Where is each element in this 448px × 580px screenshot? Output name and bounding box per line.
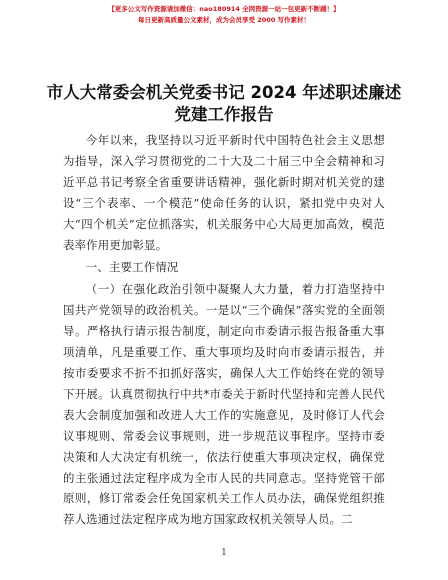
document-title (0, 82, 448, 126)
title-line-1: 市人大常委会机关党委书记 2024 年述职述廉述 (46, 83, 402, 102)
body-paragraph: （一）在强化政治引领中凝聚人大力量，着力打造坚持中国共产党领导的政治机关。一是以“三个确保”落实党的全面领导。严格执行请示报告制度，制定向市委请示报告报备重大事项清单，凡是重要工作、重大事项均及时向市委请示报告，并按市委要求不折不扣抓好落实，确保人大工作始终在党的领导下开展。认真贯彻执行中共*市委关于新时代坚持和完善人民代表大会制度加强和改进人大工作的实施意见，及时修订人代会议事规则、常委会议事规则，进一步规范议事程序。坚持市委决策和人大决定有机统一，依法行使重大事项决定权，确保党的主张通过法定程序成为全市人民的共同意志。坚持党管干部原则，修订常委会任免国家机关工作人员办法，确保党组织推荐人选通过法定程序成为地方国家政权机关领导人员。二 (63, 282, 385, 527)
document-body (63, 130, 385, 530)
promo-banner (0, 4, 448, 26)
promo-line-2: 每日更新高质量公文素材，成为会员享受 2000 写作素材！ (137, 16, 311, 24)
title-line-2: 党建工作报告 (174, 105, 274, 124)
page-number: 1 (221, 548, 227, 558)
promo-line-1: 【更多公文写作资源请加微信：nao180914 全网资源一站一包更新不断踊！】 (108, 5, 340, 13)
section-heading: 一、主要工作情况 (85, 260, 179, 275)
intro-paragraph: 今年以来，我坚持以习近平新时代中国特色社会主义思想为指导，深入学习贯彻党的二十大及二十届三中全会精神和习近平总书记考察全省重要讲话精神，强化新时期对机关党的建设“三个表率、一个模范”使命任务的认识，紧扣党中央对人大“四个机关”定位抓落实，机关服务中心大局更加高效，模范表率作用更加彰显。 (63, 133, 385, 252)
